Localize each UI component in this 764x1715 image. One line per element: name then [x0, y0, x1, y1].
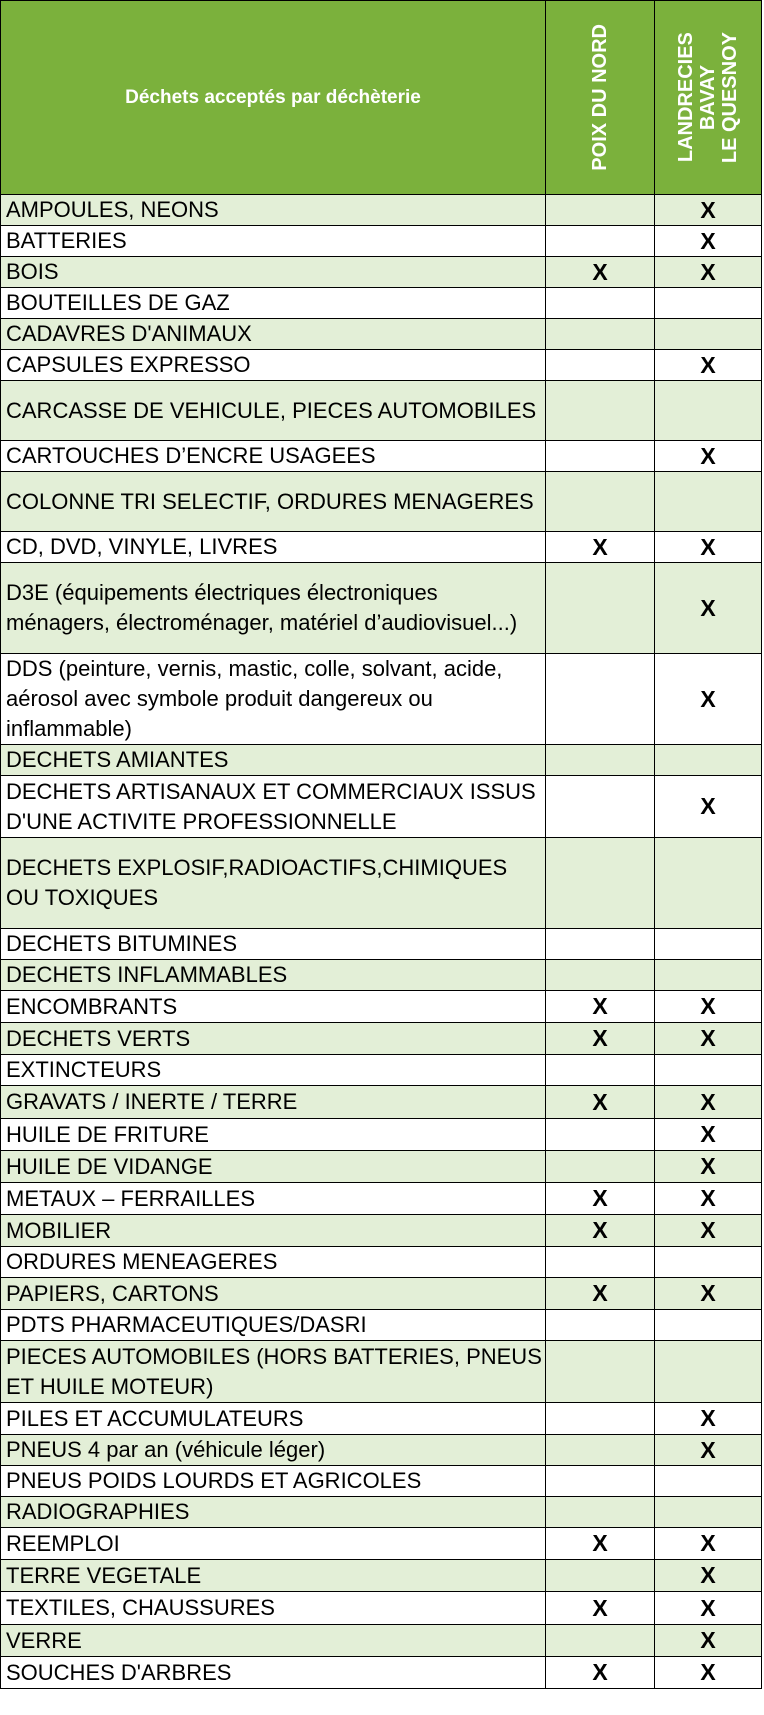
landrecies-bavay-le-quesnoy-mark: [655, 1310, 762, 1341]
table-row: [1, 1215, 762, 1247]
poix-du-nord-mark: [546, 381, 655, 441]
header-row: [1, 1, 762, 195]
landrecies-bavay-le-quesnoy-mark: [655, 288, 762, 319]
table-row: [1, 1528, 762, 1560]
poix-du-nord-mark: [546, 1341, 655, 1403]
waste-type-label: PILES ET ACCUMULATEURS: [1, 1403, 546, 1435]
poix-du-nord-mark: [546, 929, 655, 960]
waste-type-label: GRAVATS / INERTE / TERRE: [1, 1086, 546, 1119]
table-row: [1, 563, 762, 654]
table-row: [1, 1086, 762, 1119]
poix-du-nord-mark: [546, 1119, 655, 1151]
waste-type-label: PDTS PHARMACEUTIQUES/DASRI: [1, 1310, 546, 1341]
landrecies-bavay-le-quesnoy-mark: X: [655, 1086, 762, 1119]
landrecies-bavay-le-quesnoy-mark: X: [655, 350, 762, 381]
table-title: Déchets acceptés par déchèterie: [1, 1, 546, 195]
poix-du-nord-mark: X: [546, 1215, 655, 1247]
landrecies-bavay-le-quesnoy-mark: [655, 319, 762, 350]
waste-type-label: EXTINCTEURS: [1, 1055, 546, 1086]
poix-du-nord-mark: [546, 960, 655, 991]
table-row: [1, 532, 762, 563]
waste-type-label: DECHETS ARTISANAUX ET COMMERCIAUX ISSUS D'UNE ACTIVITE PROFESSIONNELLE: [1, 776, 546, 838]
poix-du-nord-mark: X: [546, 1086, 655, 1119]
column-header-line: BAVAY: [697, 64, 719, 131]
table-row: [1, 226, 762, 257]
landrecies-bavay-le-quesnoy-mark: X: [655, 1151, 762, 1183]
waste-type-label: REEMPLOI: [1, 1528, 546, 1560]
table-row: [1, 960, 762, 991]
landrecies-bavay-le-quesnoy-mark: X: [655, 257, 762, 288]
landrecies-bavay-le-quesnoy-mark: X: [655, 1435, 762, 1466]
poix-du-nord-mark: [546, 563, 655, 654]
column-header-landrecies-bavay-le-quesnoy-text: [675, 32, 741, 163]
waste-type-label: DECHETS BITUMINES: [1, 929, 546, 960]
poix-du-nord-mark: X: [546, 532, 655, 563]
landrecies-bavay-le-quesnoy-mark: X: [655, 1528, 762, 1560]
table-body: [1, 195, 762, 1689]
waste-type-label: TEXTILES, CHAUSSURES: [1, 1592, 546, 1625]
poix-du-nord-mark: [546, 1625, 655, 1657]
waste-type-label: DECHETS VERTS: [1, 1023, 546, 1055]
landrecies-bavay-le-quesnoy-mark: X: [655, 441, 762, 472]
column-header-line: LANDRECIES: [675, 32, 697, 163]
table-row: [1, 1119, 762, 1151]
poix-du-nord-mark: X: [546, 1278, 655, 1310]
waste-type-label: VERRE: [1, 1625, 546, 1657]
table-row: [1, 838, 762, 929]
poix-du-nord-mark: [546, 1560, 655, 1592]
table-row: [1, 1341, 762, 1403]
waste-type-label: DECHETS INFLAMMABLES: [1, 960, 546, 991]
landrecies-bavay-le-quesnoy-mark: [655, 1497, 762, 1528]
waste-type-label: METAUX – FERRAILLES: [1, 1183, 546, 1215]
poix-du-nord-mark: X: [546, 1528, 655, 1560]
table-row: [1, 1151, 762, 1183]
waste-type-label: CD, DVD, VINYLE, LIVRES: [1, 532, 546, 563]
landrecies-bavay-le-quesnoy-mark: [655, 838, 762, 929]
table-row: [1, 1560, 762, 1592]
table-row: [1, 1435, 762, 1466]
table-row: [1, 929, 762, 960]
poix-du-nord-mark: [546, 654, 655, 745]
column-header-line: POIX DU NORD: [589, 24, 611, 171]
table-row: [1, 1278, 762, 1310]
landrecies-bavay-le-quesnoy-mark: X: [655, 1119, 762, 1151]
poix-du-nord-mark: X: [546, 257, 655, 288]
waste-type-label: RADIOGRAPHIES: [1, 1497, 546, 1528]
waste-type-label: CADAVRES D'ANIMAUX: [1, 319, 546, 350]
poix-du-nord-mark: [546, 1247, 655, 1278]
waste-type-label: D3E (équipements électriques électroniques ménagers, électroménager, matériel d’audiovisuel...): [1, 563, 546, 654]
poix-du-nord-mark: X: [546, 991, 655, 1023]
landrecies-bavay-le-quesnoy-mark: X: [655, 1592, 762, 1625]
poix-du-nord-mark: [546, 838, 655, 929]
landrecies-bavay-le-quesnoy-mark: [655, 1341, 762, 1403]
landrecies-bavay-le-quesnoy-mark: [655, 472, 762, 532]
poix-du-nord-mark: [546, 1466, 655, 1497]
table-row: [1, 1497, 762, 1528]
table-row: [1, 1657, 762, 1689]
table-row: [1, 1592, 762, 1625]
poix-du-nord-mark: [546, 350, 655, 381]
waste-type-label: PNEUS POIDS LOURDS ET AGRICOLES: [1, 1466, 546, 1497]
table-row: [1, 745, 762, 776]
landrecies-bavay-le-quesnoy-mark: X: [655, 776, 762, 838]
landrecies-bavay-le-quesnoy-mark: [655, 929, 762, 960]
poix-du-nord-mark: [546, 1435, 655, 1466]
column-header-line: LE QUESNOY: [719, 31, 741, 164]
landrecies-bavay-le-quesnoy-mark: [655, 1466, 762, 1497]
poix-du-nord-mark: [546, 226, 655, 257]
landrecies-bavay-le-quesnoy-mark: X: [655, 226, 762, 257]
poix-du-nord-mark: X: [546, 1023, 655, 1055]
landrecies-bavay-le-quesnoy-mark: [655, 1055, 762, 1086]
column-header-poix-du-nord: [546, 1, 655, 195]
table-row: [1, 1055, 762, 1086]
waste-type-label: ORDURES MENEAGERES: [1, 1247, 546, 1278]
poix-du-nord-mark: [546, 195, 655, 226]
landrecies-bavay-le-quesnoy-mark: X: [655, 1278, 762, 1310]
table-row: [1, 654, 762, 745]
landrecies-bavay-le-quesnoy-mark: X: [655, 1560, 762, 1592]
table-row: [1, 1247, 762, 1278]
waste-type-label: DECHETS AMIANTES: [1, 745, 546, 776]
poix-du-nord-mark: [546, 288, 655, 319]
waste-type-label: PAPIERS, CARTONS: [1, 1278, 546, 1310]
table-row: [1, 1023, 762, 1055]
landrecies-bavay-le-quesnoy-mark: [655, 960, 762, 991]
landrecies-bavay-le-quesnoy-mark: X: [655, 1183, 762, 1215]
waste-type-label: MOBILIER: [1, 1215, 546, 1247]
table-row: [1, 288, 762, 319]
landrecies-bavay-le-quesnoy-mark: X: [655, 1657, 762, 1689]
table-row: [1, 441, 762, 472]
poix-du-nord-mark: [546, 319, 655, 350]
column-header-landrecies-bavay-le-quesnoy: [655, 1, 762, 195]
waste-type-label: HUILE DE FRITURE: [1, 1119, 546, 1151]
waste-type-label: TERRE VEGETALE: [1, 1560, 546, 1592]
poix-du-nord-mark: [546, 745, 655, 776]
waste-type-label: CAPSULES EXPRESSO: [1, 350, 546, 381]
landrecies-bavay-le-quesnoy-mark: X: [655, 1023, 762, 1055]
waste-type-label: PIECES AUTOMOBILES (HORS BATTERIES, PNEUS ET HUILE MOTEUR): [1, 1341, 546, 1403]
waste-type-label: HUILE DE VIDANGE: [1, 1151, 546, 1183]
table-row: [1, 1466, 762, 1497]
landrecies-bavay-le-quesnoy-mark: X: [655, 1215, 762, 1247]
table-row: [1, 1403, 762, 1435]
table-row: [1, 991, 762, 1023]
waste-type-label: SOUCHES D'ARBRES: [1, 1657, 546, 1689]
waste-type-label: COLONNE TRI SELECTIF, ORDURES MENAGERES: [1, 472, 546, 532]
table-row: [1, 381, 762, 441]
table-row: [1, 776, 762, 838]
column-header-poix-du-nord-text: [589, 24, 611, 171]
landrecies-bavay-le-quesnoy-mark: [655, 745, 762, 776]
landrecies-bavay-le-quesnoy-mark: X: [655, 654, 762, 745]
poix-du-nord-mark: X: [546, 1657, 655, 1689]
table-row: [1, 319, 762, 350]
waste-type-label: BATTERIES: [1, 226, 546, 257]
poix-du-nord-mark: [546, 1310, 655, 1341]
waste-type-label: BOUTEILLES DE GAZ: [1, 288, 546, 319]
table-row: [1, 1183, 762, 1215]
waste-type-label: CARTOUCHES D’ENCRE USAGEES: [1, 441, 546, 472]
table-row: [1, 257, 762, 288]
landrecies-bavay-le-quesnoy-mark: [655, 1247, 762, 1278]
poix-du-nord-mark: [546, 1055, 655, 1086]
table-row: [1, 1625, 762, 1657]
poix-du-nord-mark: [546, 1151, 655, 1183]
landrecies-bavay-le-quesnoy-mark: X: [655, 195, 762, 226]
waste-type-label: CARCASSE DE VEHICULE, PIECES AUTOMOBILES: [1, 381, 546, 441]
poix-du-nord-mark: X: [546, 1183, 655, 1215]
table-row: [1, 1310, 762, 1341]
waste-type-label: BOIS: [1, 257, 546, 288]
landrecies-bavay-le-quesnoy-mark: X: [655, 1403, 762, 1435]
poix-du-nord-mark: X: [546, 1592, 655, 1625]
table-row: [1, 350, 762, 381]
table-row: [1, 195, 762, 226]
waste-type-label: PNEUS 4 par an (véhicule léger): [1, 1435, 546, 1466]
poix-du-nord-mark: [546, 1497, 655, 1528]
landrecies-bavay-le-quesnoy-mark: X: [655, 532, 762, 563]
landrecies-bavay-le-quesnoy-mark: X: [655, 1625, 762, 1657]
landrecies-bavay-le-quesnoy-mark: X: [655, 563, 762, 654]
poix-du-nord-mark: [546, 1403, 655, 1435]
poix-du-nord-mark: [546, 776, 655, 838]
landrecies-bavay-le-quesnoy-mark: [655, 381, 762, 441]
waste-type-label: ENCOMBRANTS: [1, 991, 546, 1023]
waste-type-label: DECHETS EXPLOSIF,RADIOACTIFS,CHIMIQUES OU TOXIQUES: [1, 838, 546, 929]
poix-du-nord-mark: [546, 472, 655, 532]
table-row: [1, 472, 762, 532]
landrecies-bavay-le-quesnoy-mark: X: [655, 991, 762, 1023]
poix-du-nord-mark: [546, 441, 655, 472]
waste-type-label: AMPOULES, NEONS: [1, 195, 546, 226]
waste-type-label: DDS (peinture, vernis, mastic, colle, solvant, acide, aérosol avec symbole produit dangereux ou inflammable): [1, 654, 546, 745]
